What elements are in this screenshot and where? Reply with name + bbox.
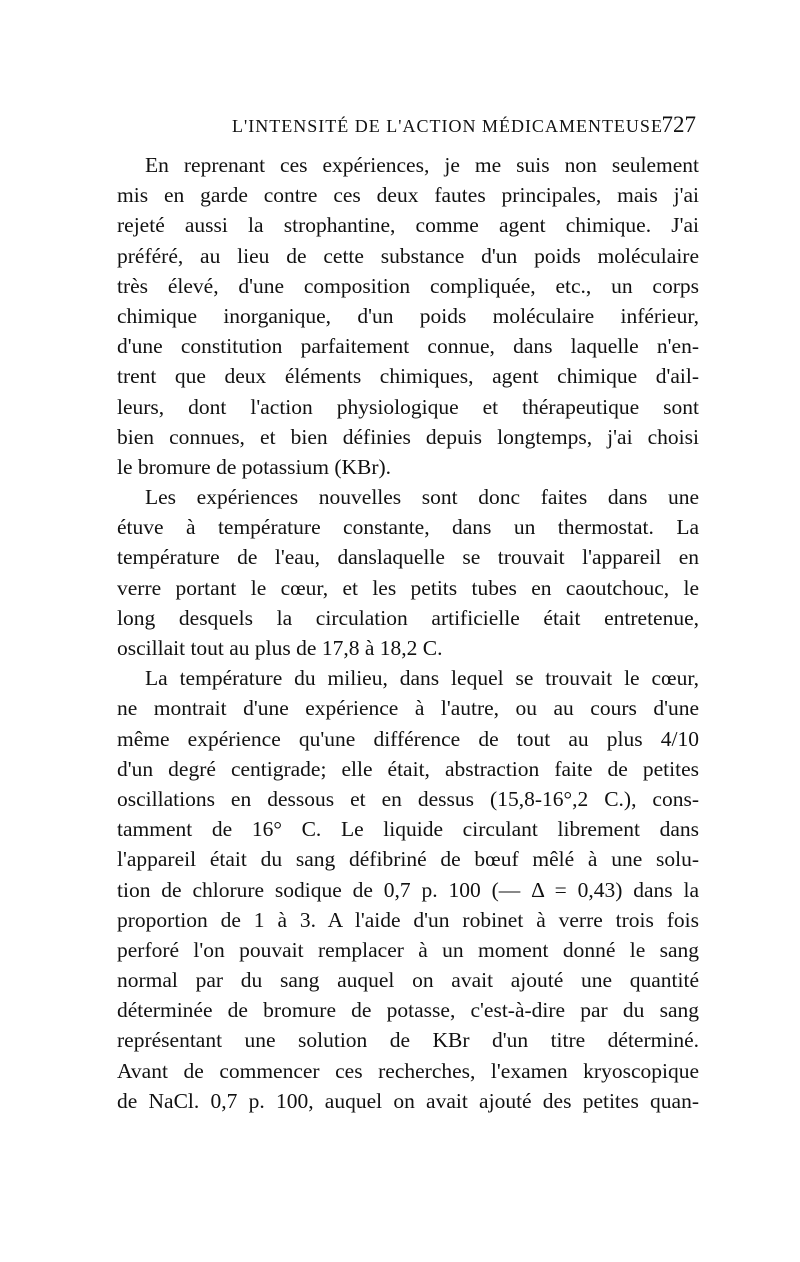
text-line: oscillations en dessous et en dessus (15,8-16°,2 C.), cons- — [117, 786, 699, 811]
text-line: ne montrait d'une expérience à l'autre, ou au cours d'une — [117, 696, 699, 721]
page-number: 727 — [661, 112, 696, 137]
text-line: La température du milieu, dans lequel se trouvait le cœur, — [145, 666, 699, 691]
text-line: le bromure de potassium (KBr). — [117, 454, 392, 479]
text-line: représentant une solution de KBr d'un titre déterminé. — [117, 1028, 699, 1053]
paragraph-2 — [117, 482, 699, 663]
text-line: perforé l'on pouvait remplacer à un moment donné le sang — [117, 937, 699, 962]
text-line: normal par du sang auquel on avait ajouté une quantité — [117, 968, 699, 993]
text-line: Avant de commencer ces recherches, l'examen kryoscopique — [117, 1058, 699, 1083]
running-title: L'INTENSITÉ DE L'ACTION MÉDICAMENTEUSE — [232, 116, 663, 136]
text-line: Les expériences nouvelles sont donc faites dans une — [145, 485, 699, 510]
text-line: de NaCl. 0,7 p. 100, auquel on avait ajouté des petites quan- — [117, 1088, 699, 1113]
text-line: étuve à température constante, dans un thermostat. La — [117, 515, 699, 540]
text-line: long desquels la circulation artificielle était entretenue, — [117, 605, 699, 630]
text-line: température de l'eau, danslaquelle se trouvait l'appareil en — [117, 545, 699, 570]
text-line: chimique inorganique, d'un poids moléculaire inférieur, — [117, 303, 699, 328]
text-line: d'une constitution parfaitement connue, dans laquelle n'en- — [117, 334, 699, 359]
text-line: d'un degré centigrade; elle était, abstraction faite de petites — [117, 756, 699, 781]
page-header — [232, 112, 696, 146]
text-line: En reprenant ces expériences, je me suis non seulement — [145, 153, 699, 177]
text-line: très élevé, d'une composition compliquée, etc., un corps — [117, 273, 699, 298]
text-line: leurs, dont l'action physiologique et thérapeutique sont — [117, 394, 699, 419]
text-line: trent que deux éléments chimiques, agent chimique d'ail- — [117, 364, 699, 389]
text-line: l'appareil était du sang défibriné de bœuf mêlé à une solu- — [117, 847, 699, 872]
text-line: déterminée de bromure de potasse, c'est-à-dire par du sang — [117, 998, 699, 1023]
body-text — [117, 150, 699, 1116]
text-line: tamment de 16° C. Le liquide circulant librement dans — [117, 817, 699, 842]
text-line: préféré, au lieu de cette substance d'un poids moléculaire — [117, 243, 699, 268]
text-line: bien connues, et bien définies depuis longtemps, j'ai choisi — [117, 424, 699, 449]
text-line: rejeté aussi la strophantine, comme agent chimique. J'ai — [117, 213, 699, 238]
text-line: proportion de 1 à 3. A l'aide d'un robinet à verre trois fois — [117, 907, 699, 932]
paragraph-1 — [117, 150, 699, 482]
text-line: tion de chlorure sodique de 0,7 p. 100 (— Δ = 0,43) dans la — [117, 877, 699, 902]
text-line: oscillait tout au plus de 17,8 à 18,2 C. — [117, 636, 443, 660]
paragraph-3 — [117, 663, 699, 1116]
text-line: même expérience qu'une différence de tout au plus 4/10 — [117, 726, 699, 751]
text-line: verre portant le cœur, et les petits tubes en caoutchouc, le — [117, 575, 699, 600]
text-line: mis en garde contre ces deux fautes principales, mais j'ai — [117, 183, 699, 208]
